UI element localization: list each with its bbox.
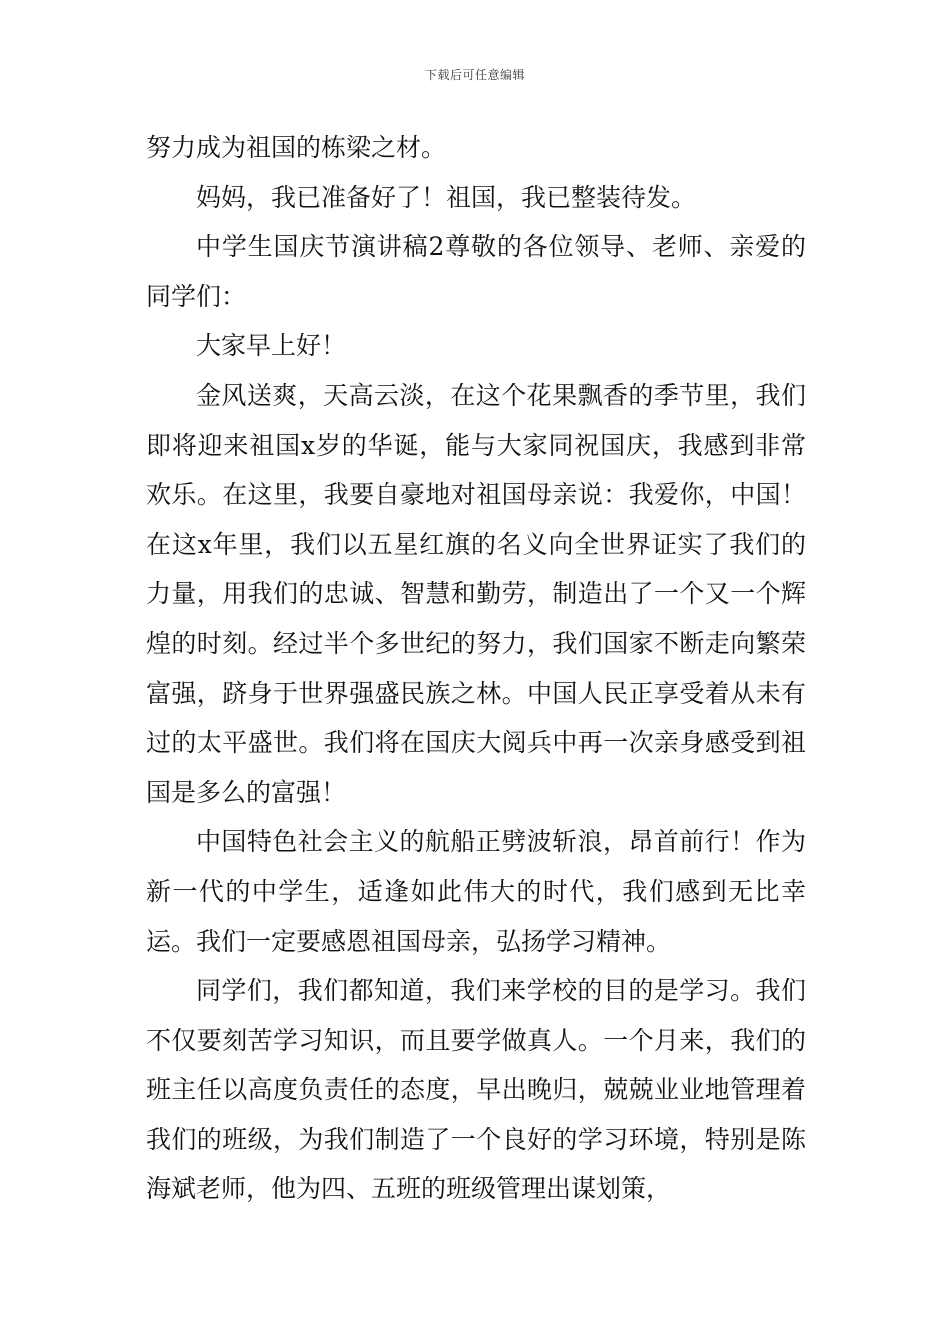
paragraph: 中学生国庆节演讲稿2尊敬的各位领导、老师、亲爱的同学们： bbox=[146, 232, 806, 311]
paragraph: 同学们，我们都知道，我们来学校的目的是学习。我们不仅要刻苦学习知识，而且要学做真人。一个月来，我们的班主任以高度负责任的态度，早出晚归，兢兢业业地管理着我们的班级，为我们制造了一个良好的学习环境，特别是陈海斌老师，他为四、五班的班级管理出谋划策， bbox=[146, 976, 806, 1204]
document-body bbox=[146, 123, 806, 1214]
paragraph: 中国特色社会主义的航船正劈波斩浪，昂首前行！作为新一代的中学生，适逢如此伟大的时代，我们感到无比幸运。我们一定要感恩祖国母亲，弘扬学习精神。 bbox=[146, 827, 806, 956]
paragraph: 努力成为祖国的栋梁之材。 bbox=[146, 133, 447, 162]
paragraph: 金风送爽，天高云淡，在这个花果飘香的季节里，我们即将迎来祖国x岁的华诞，能与大家同祝国庆，我感到非常欢乐。在这里，我要自豪地对祖国母亲说：我爱你，中国！在这x年里，我们以五星红旗的名义向全世界证实了我们的力量，用我们的忠诚、智慧和勤劳，制造出了一个又一个辉煌的时刻。经过半个多世纪的努力，我们国家不断走向繁荣富强，跻身于世界强盛民族之林。中国人民正享受着从未有过的太平盛世。我们将在国庆大阅兵中再一次亲身感受到祖国是多么的富强！ bbox=[146, 380, 806, 807]
paragraph: 大家早上好！ bbox=[196, 331, 347, 361]
paragraph: 妈妈，我已准备好了！祖国，我已整装待发。 bbox=[196, 182, 697, 212]
header-note: 下载后可任意编辑 bbox=[424, 68, 525, 82]
